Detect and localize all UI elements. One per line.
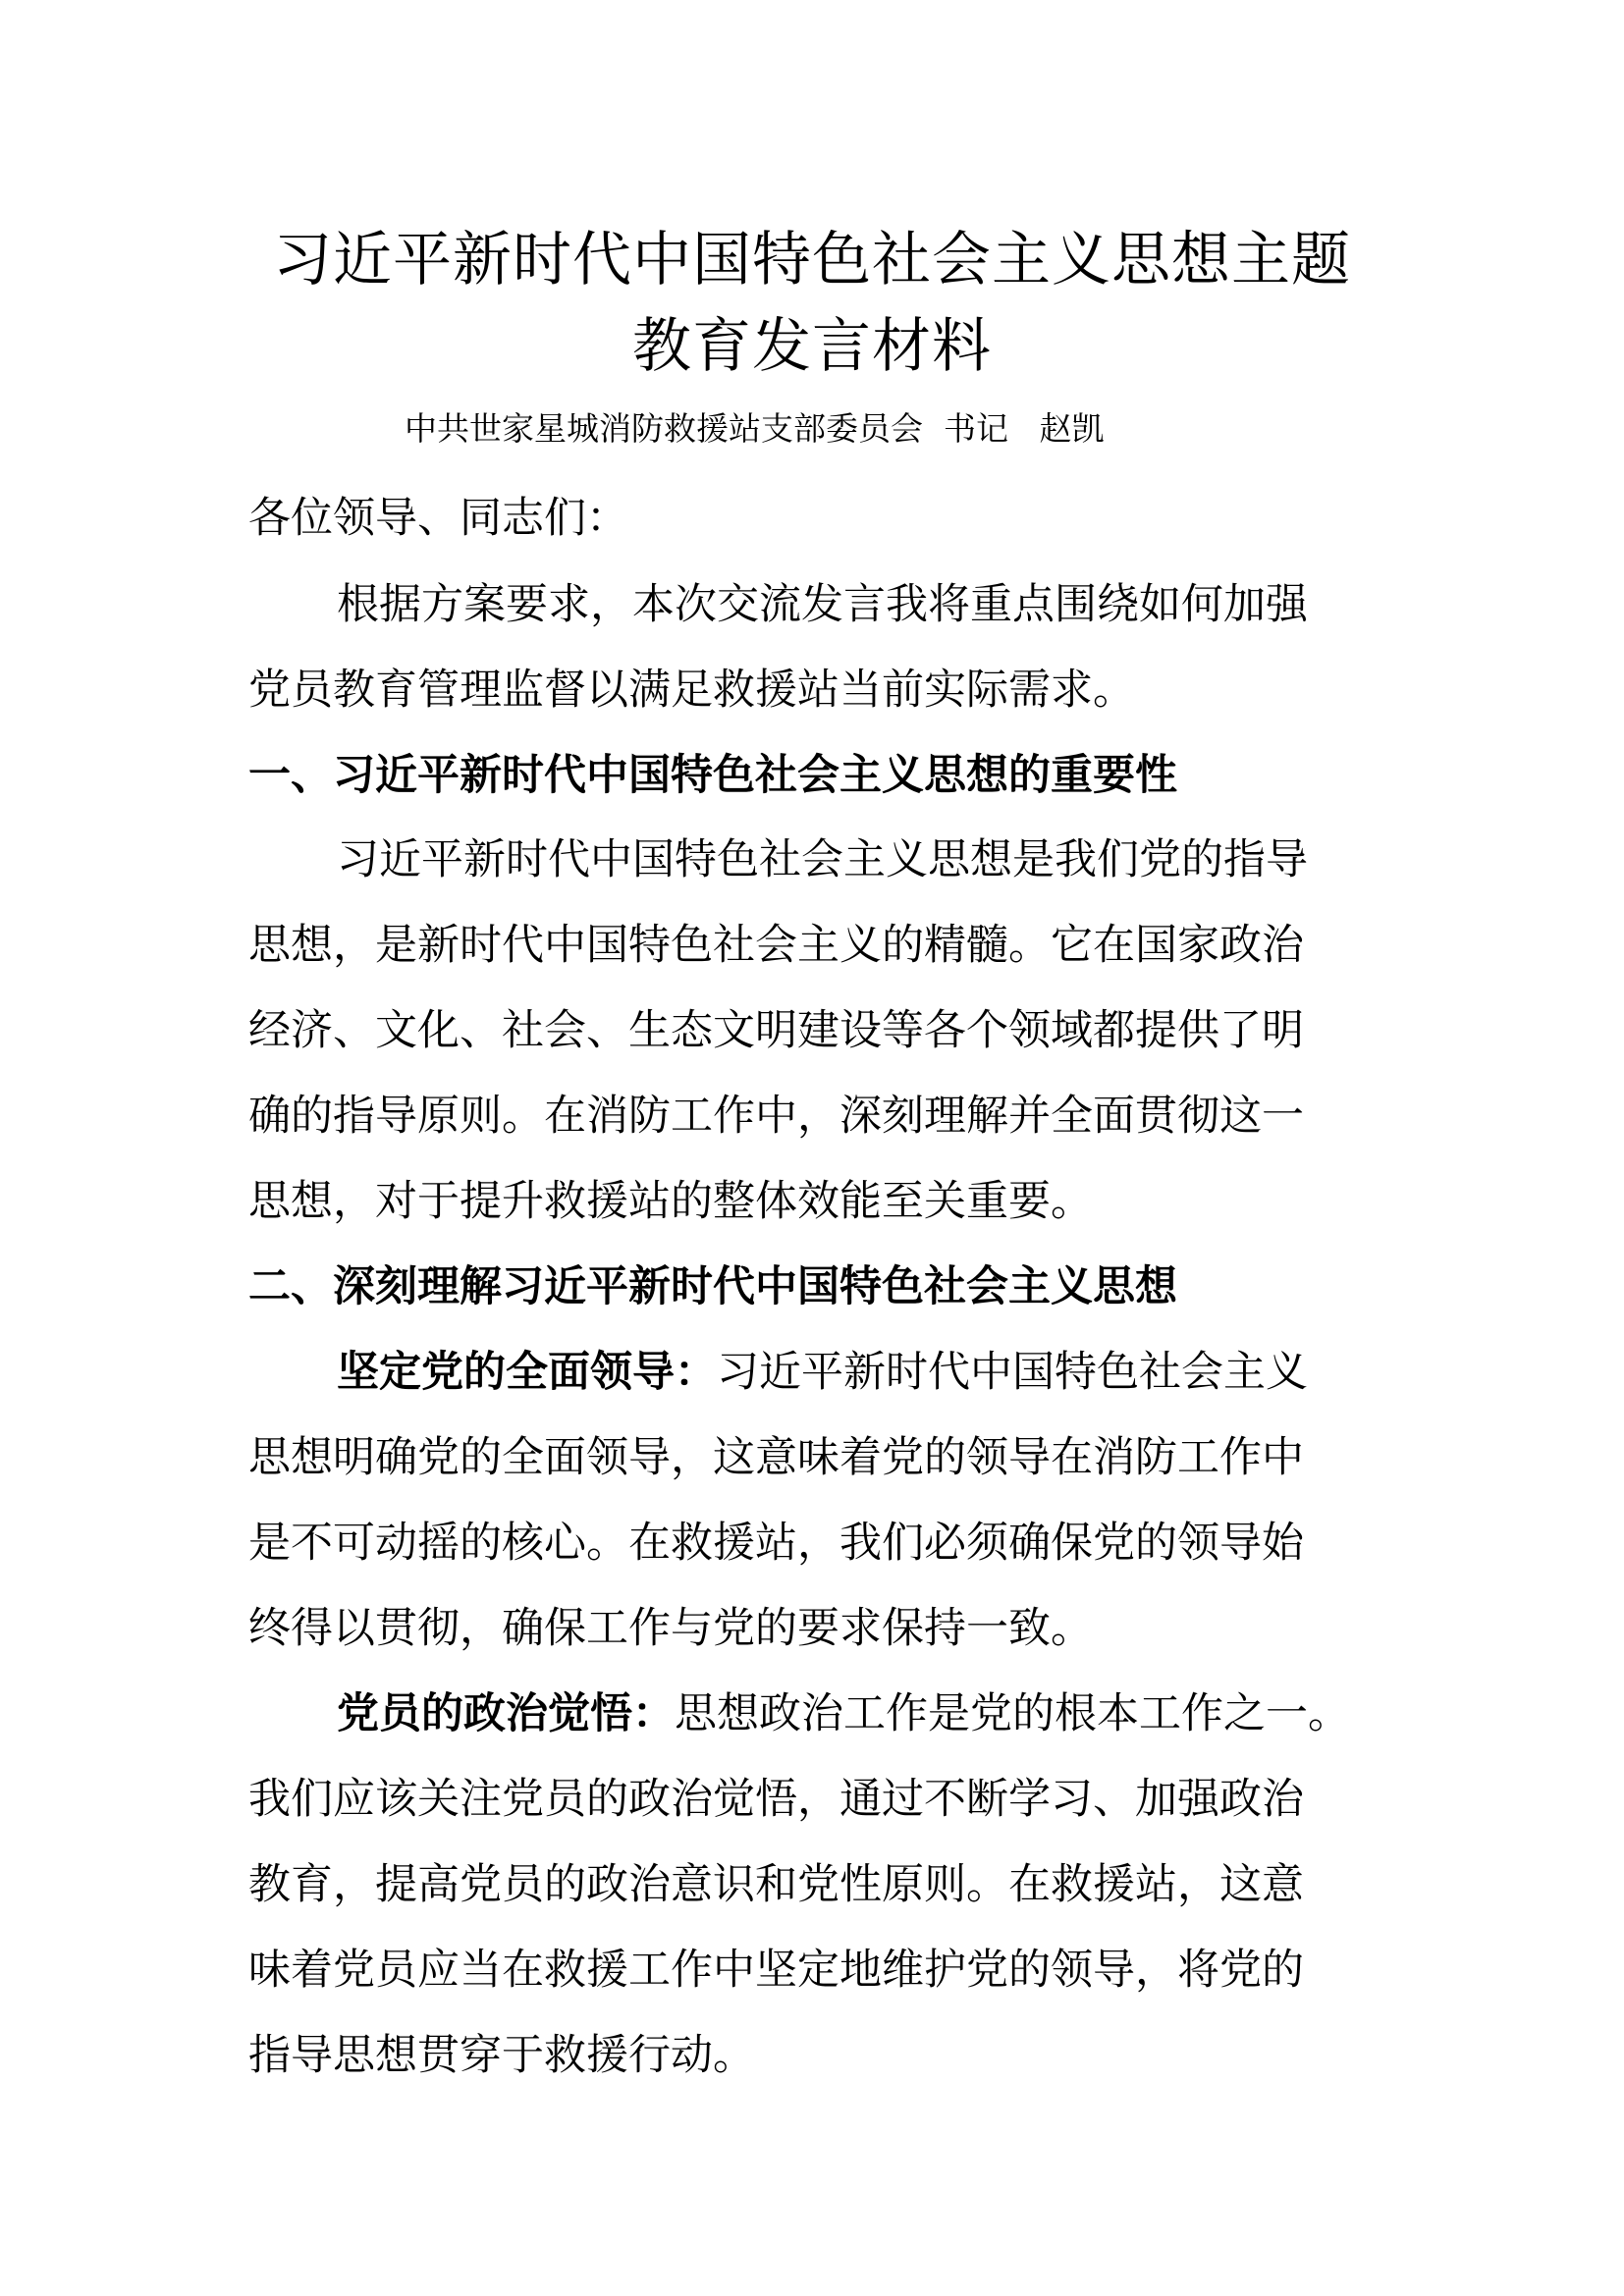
section-2-para-2-line-2: 我们应该关注党员的政治觉悟，通过不断学习、加强政治 <box>248 1775 1304 1824</box>
section-1-line-3: 经济、文化、社会、生态文明建设等各个领域都提供了明 <box>248 1006 1304 1055</box>
document-title-line-1: 习近平新时代中国特色社会主义思想主题 <box>273 226 1351 294</box>
section-1-line-2: 思想，是新时代中国特色社会主义的精髓。它在国家政治 <box>248 921 1304 970</box>
section-2-para-1-first-line <box>337 1343 1476 1402</box>
para-2-first-rest: 思想政治工作是党的根本工作之一。 <box>675 1689 1350 1738</box>
section-2-para-1-line-3: 是不可动摇的核心。在救援站，我们必须确保党的领导始 <box>248 1519 1304 1568</box>
section-2-heading: 二、深刻理解习近平新时代中国特色社会主义思想 <box>248 1262 1177 1311</box>
section-2-para-1-line-2: 思想明确党的全面领导，这意味着党的领导在消防工作中 <box>248 1433 1304 1482</box>
para-1-lead: 坚定党的全面领导： <box>337 1348 717 1397</box>
para-1-first-rest: 习近平新时代中国特色社会主义 <box>717 1348 1308 1397</box>
section-1-line-4: 确的指导原则。在消防工作中，深刻理解并全面贯彻这一 <box>248 1092 1304 1141</box>
section-2-para-2-line-4: 味着党员应当在救援工作中坚定地维护党的领导，将党的 <box>248 1946 1304 1995</box>
section-1-line-1: 习近平新时代中国特色社会主义思想是我们党的指导 <box>337 835 1308 884</box>
section-2-para-2-line-5: 指导思想贯穿于救援行动。 <box>248 2031 755 2080</box>
para-2-lead: 党员的政治觉悟： <box>337 1689 675 1738</box>
intro-line-1: 根据方案要求，本次交流发言我将重点围绕如何加强 <box>337 580 1308 629</box>
section-2-para-2-line-3: 教育，提高党员的政治意识和党性原则。在救援站，这意 <box>248 1860 1304 1909</box>
document-title-line-2: 教育发言材料 <box>632 312 992 381</box>
section-2-para-2-first-line <box>337 1684 1476 1743</box>
section-2-para-1-line-4: 终得以贯彻，确保工作与党的要求保持一致。 <box>248 1604 1093 1653</box>
section-1-heading: 一、习近平新时代中国特色社会主义思想的重要性 <box>248 751 1177 800</box>
author-byline: 中共世家星城消防救援站支部委员会 书记 赵凯 <box>405 409 1105 448</box>
intro-line-2: 党员教育管理监督以满足救援站当前实际需求。 <box>248 666 1135 715</box>
section-1-line-5: 思想，对于提升救援站的整体效能至关重要。 <box>248 1177 1093 1226</box>
salutation: 各位领导、同志们： <box>248 494 628 543</box>
